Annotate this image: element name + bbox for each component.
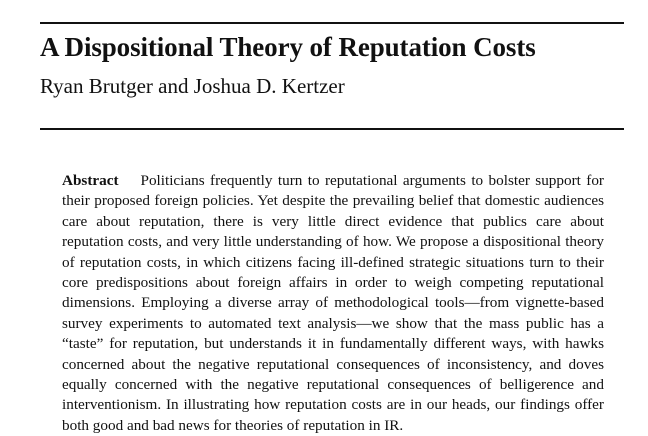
abstract-label: Abstract xyxy=(62,172,119,189)
abstract xyxy=(62,171,604,436)
top-rule xyxy=(40,22,624,24)
paper-authors: Ryan Brutger and Joshua D. Kertzer xyxy=(40,74,345,98)
paper-title: A Dispositional Theory of Reputation Costs xyxy=(40,32,536,62)
header-divider xyxy=(40,128,624,130)
abstract-text: Politicians frequently turn to reputational arguments to bolster support for their proposed foreign policies. Yet despite the prevailing belief that domestic audiences care about reputation, there is very little direct evidence that publics care about reputation costs, and very little understanding of how. We propose a dispositional theory of reputation costs, in which citizens facing ill-defined strategic situations turn to their core predispositions about foreign affairs in order to weigh competing reputational dimensions. Employing a diverse array of methodological tools—from vignette-based survey experiments to automated text analysis—we show that the mass public has a “taste” for reputation, but understands it in fundamentally different ways, with hawks concerned about the negative reputational consequences of inconsistency, and doves equally concerned with the negative reputational consequences of belligerence and interventionism. In illustrating how reputation costs are in our heads, our findings offer both good and bad news for theories of reputation in IR. xyxy=(62,172,604,434)
